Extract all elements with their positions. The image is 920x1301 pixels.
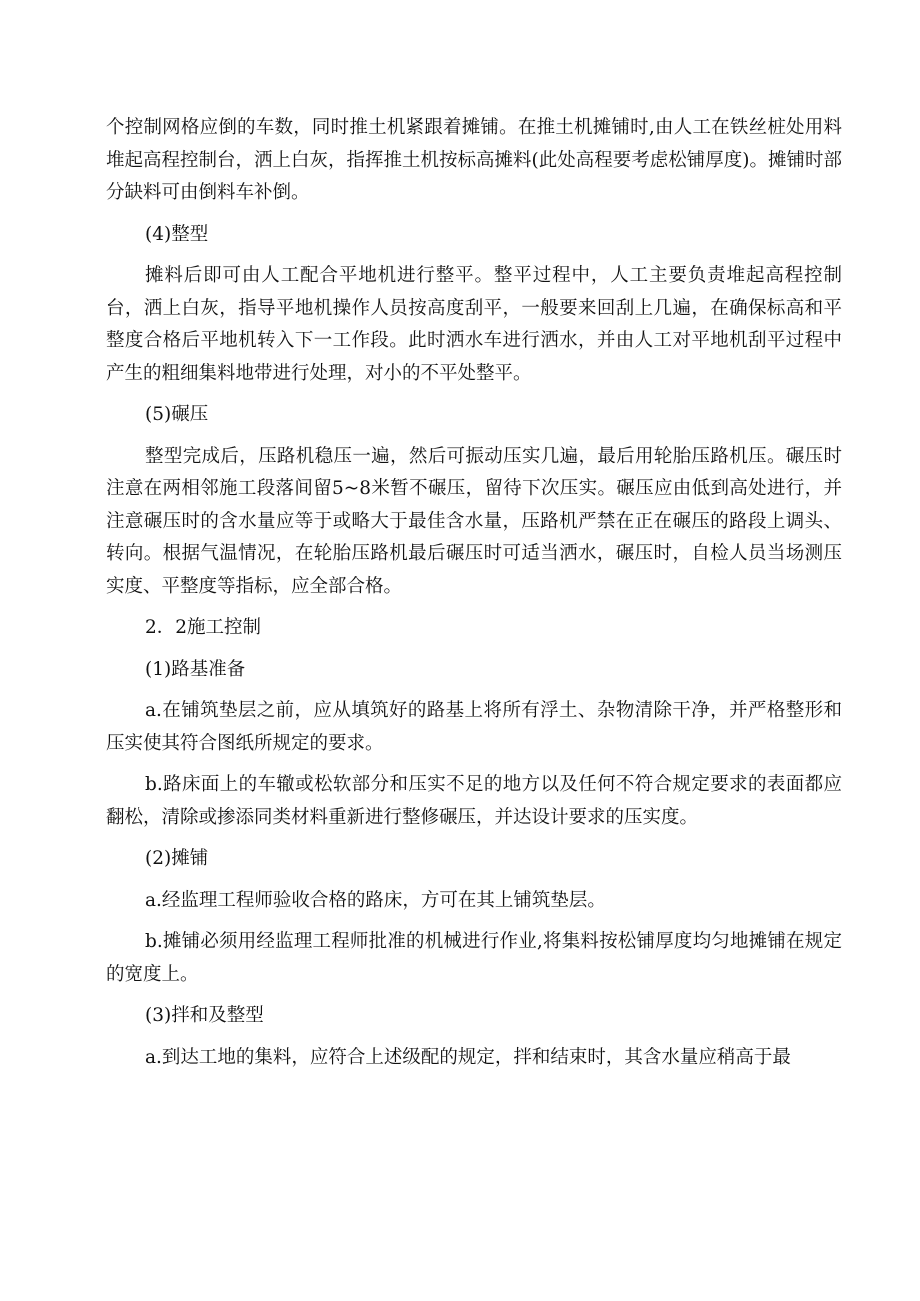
document-body: [106, 112, 842, 1074]
paragraph-spreading-continued: 个控制网格应倒的车数，同时推土机紧跟着摊铺。在推土机摊铺时,由人工在铁丝桩处用料堆起高程控制台，洒上白灰，指挥推土机按标高摊料(此处高程要考虑松铺厚度)。摊铺时部分缺料可由倒料车补倒。: [106, 117, 842, 203]
heading-spreading: (2)摊铺: [145, 848, 209, 869]
heading-subgrade-preparation: (1)路基准备: [145, 658, 246, 680]
paragraph-rolling: 整型完成后，压路机稳压一遍，然后可振动压实几遍，最后用轮胎压路机压。碾压时注意在两相邻施工段落间留5~8米暂不碾压，留待下次压实。碾压应由低到高处进行，并注意碾压时的含水量应等于或略大于最佳含水量，压路机严禁在正在碾压的路段上调头、转向。根据气温情况，在轮胎压路机最后碾压时可适当洒水，碾压时，自检人员当场测压实度、平整度等指标，应全部合格。: [106, 445, 842, 597]
section-heading-construction-control: 2．2施工控制: [145, 617, 262, 638]
heading-rolling: (5)碾压: [145, 404, 209, 425]
paragraph-mixing-a: a.到达工地的集料，应符合上述级配的规定，拌和结束时，其含水量应稍高于最: [145, 1046, 791, 1068]
paragraph-spreading-b: b.摊铺必须用经监理工程师批准的机械进行作业,将集料按松铺厚度均匀地摊铺在规定的宽度上。: [106, 931, 842, 985]
paragraph-spreading-a: a.经监理工程师验收合格的路床，方可在其上铺筑垫层。: [145, 889, 606, 911]
paragraph-subgrade-b: b.路床面上的车辙或松软部分和压实不足的地方以及任何不符合规定要求的表面都应翻松，清除或掺添同类材料重新进行整修碾压，并达设计要求的压实度。: [106, 774, 842, 828]
paragraph-subgrade-a: a.在铺筑垫层之前，应从填筑好的路基上将所有浮土、杂物清除干净，并严格整形和压实使其符合图纸所规定的要求。: [106, 700, 842, 754]
heading-mixing-shaping: (3)拌和及整型: [145, 1005, 264, 1026]
heading-shaping: (4)整型: [145, 223, 209, 245]
paragraph-shaping: 摊料后即可由人工配合平地机进行整平。整平过程中，人工主要负责堆起高程控制台，洒上白灰，指导平地机操作人员按高度刮平，一般要来回刮上几遍，在确保标高和平整度合格后平地机转入下一工作段。此时洒水车进行洒水，并由人工对平地机刮平过程中产生的粗细集料地带进行处理，对小的不平处整平。: [106, 265, 842, 384]
